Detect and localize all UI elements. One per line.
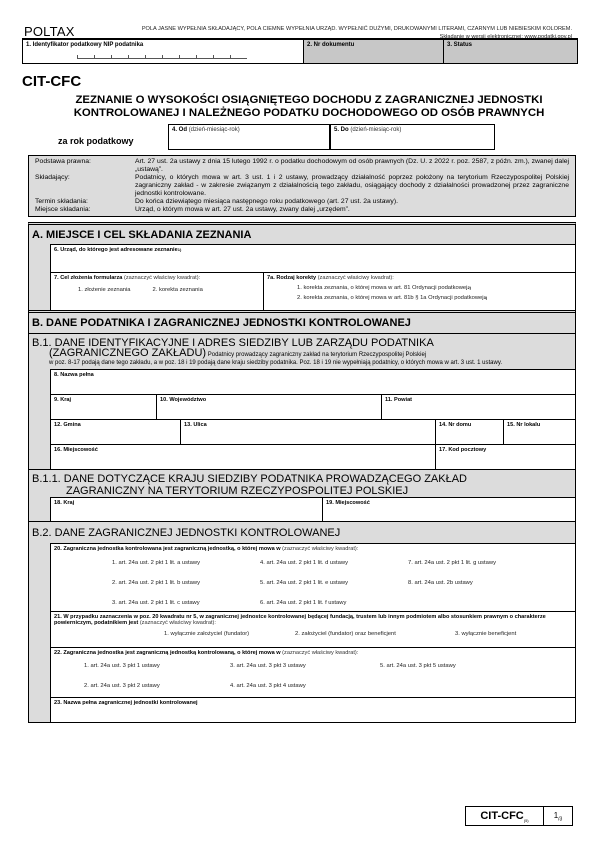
option-22-1[interactable]: 1. art. 24a ust. 3 pkt 1 ustawy	[84, 663, 160, 669]
period-to-hint: (dzień-miesiąc-rok)	[350, 127, 402, 133]
field-6-label: 6. Urząd, do którego jest adresowane zeznanie	[54, 247, 178, 253]
field-23-label: 23. Nazwa pełna zagranicznej jednostki kontrolowanej	[54, 700, 198, 706]
field-20-label: 20. Zagraniczna jednostka kontrolowana jest zagraniczną jednostką, o której mowa w	[54, 546, 281, 552]
place-value: Urząd, o którym mowa w art. 27 ust. 2a ustawy, zwany dalej „urzędem”.	[135, 206, 350, 213]
option-22-5[interactable]: 5. art. 24a ust. 3 pkt 5 ustawy	[380, 663, 456, 669]
option-20-3[interactable]: 3. art. 24a ust. 2 pkt 1 lit. c ustawy	[112, 600, 200, 606]
b11-row	[51, 497, 575, 521]
field-10-label: 10. Województwo	[160, 397, 207, 403]
field-7a-options	[267, 281, 572, 303]
section-b1-description	[29, 349, 575, 369]
document-number-field	[304, 40, 444, 63]
footer-form-code	[466, 807, 544, 825]
field-11-label: 11. Powiat	[385, 397, 413, 403]
legal-info	[28, 155, 576, 217]
section-b1-heading: B.1. DANE IDENTYFIKACYJNE I ADRES SIEDZIBY LUB ZARZĄDU PODATNIKA	[32, 337, 434, 349]
form-code: CIT-CFC	[22, 73, 82, 90]
field-23-cfc-name[interactable]	[51, 697, 575, 722]
footnote-2: 2)	[467, 285, 472, 290]
option-20-2[interactable]: 2. art. 24a ust. 2 pkt 1 lit. b ustawy	[112, 580, 200, 586]
field-12-commune[interactable]	[51, 420, 181, 444]
section-b11-heading	[29, 469, 575, 497]
field-19-label: 19. Miejscowość	[326, 500, 370, 506]
field-8-full-name[interactable]	[51, 369, 575, 394]
filer-key: Składający:	[35, 174, 70, 181]
field-17-label: 17. Kod pocztowy	[439, 447, 487, 453]
section-b1-fields	[50, 369, 575, 469]
field-20-hint: (zaznaczyć właściwy kwadrat):	[282, 546, 359, 552]
form-title	[44, 94, 574, 119]
filer-row	[35, 174, 569, 198]
section-b11-heading-line-2: ZAGRANICZNY NA TERYTORIUM RZECZYPOSPOLITEJ POLSKIEJ	[66, 485, 409, 497]
nip-digit-ticks	[77, 55, 247, 59]
section-b2-fields	[50, 543, 575, 722]
period-from-label: 4. Od	[172, 127, 188, 133]
address-row-3	[51, 444, 575, 469]
field-7-options	[54, 281, 260, 293]
nip-label: 1. Identyfikator podatkowy NIP podatnika	[26, 42, 144, 48]
option-correction-art81-label: 1. korekta zeznania, o której mowa w art. 81 Ordynacji podatkowej	[297, 285, 468, 291]
option-correction-art81[interactable]	[297, 283, 572, 293]
section-b11-heading-line-1: B.1.1. DANE DOTYCZĄCE KRAJU SIEDZIBY PODATNIKA PROWADZĄCEGO ZAKŁAD	[32, 473, 467, 485]
field-20-options	[54, 552, 572, 613]
field-16-city[interactable]	[51, 445, 436, 469]
field-18-label: 18. Kraj	[54, 500, 75, 506]
field-14-house-number[interactable]	[436, 420, 504, 444]
section-b2-heading: B.2. DANE ZAGRANICZNEJ JEDNOSTKI KONTROLOWANEJ	[29, 521, 575, 543]
footer-code-text: CIT-CFC	[480, 810, 524, 822]
document-number-label: 2. Nr dokumentu	[307, 42, 355, 48]
page-number	[544, 807, 572, 825]
option-correction[interactable]: 2. korekta zeznania	[152, 287, 203, 293]
field-17-postal-code[interactable]	[436, 445, 575, 469]
field-20-cfc-type	[51, 543, 575, 611]
option-21-3[interactable]: 3. wyłącznie beneficjent	[455, 631, 517, 637]
field-7a-correction-type	[264, 273, 575, 310]
field-9-country[interactable]	[51, 395, 157, 419]
section-b2	[29, 521, 575, 722]
field-22-hint: (zaznaczyć właściwy kwadrat):	[282, 650, 359, 656]
brand-poltax: POLTAX	[24, 24, 75, 39]
option-20-6[interactable]: 6. art. 24a ust. 2 pkt 1 lit. f ustawy	[260, 600, 347, 606]
field-6-footnote: 1)	[177, 247, 182, 252]
field-15-label: 15. Nr lokalu	[507, 422, 541, 428]
section-b11	[29, 469, 575, 521]
option-20-5[interactable]: 5. art. 24a ust. 2 pkt 1 lit. e ustawy	[260, 580, 348, 586]
page-current: 1	[553, 811, 559, 820]
field-6-tax-office[interactable]	[51, 244, 575, 272]
electronic-submission-link[interactable]: Składanie w wersji elektronicznej: www.podatki.gov.pl	[439, 34, 572, 40]
option-22-2[interactable]: 2. art. 24a ust. 3 pkt 2 ustawy	[84, 683, 160, 689]
option-20-4[interactable]: 4. art. 24a ust. 2 pkt 1 lit. d ustawy	[260, 560, 348, 566]
tax-year-label: za rok podatkowy	[58, 136, 134, 146]
field-7-label: 7. Cel złożenia formularza	[54, 275, 123, 281]
address-row-1	[51, 394, 575, 419]
period-from-hint: (dzień-miesiąc-rok)	[188, 127, 240, 133]
form-title-line-1: ZEZNANIE O WYSOKOŚCI OSIĄGNIĘTEGO DOCHODU Z ZAGRANICZNEJ JEDNOSTKI	[75, 94, 543, 106]
place-key: Miejsce składania:	[35, 206, 91, 213]
field-7a-label: 7a. Rodzaj korekty	[267, 275, 317, 281]
option-22-3[interactable]: 3. art. 24a ust. 3 pkt 3 ustawy	[230, 663, 306, 669]
main-form	[28, 222, 576, 723]
section-b1-desc-rest: w poz. 8-17 podają dane tego zakładu, a w poz. 18 i 19 podają dane kraju siedziby podatnika. Poz. 18 i 19 nie wypełniają podatnicy, o których mowa w art. 3 ust. 1 ustawy.	[49, 360, 503, 366]
option-20-8[interactable]: 8. art. 24a ust. 2b ustawy	[408, 580, 473, 586]
page-footer	[465, 806, 573, 826]
period-from-field[interactable]	[168, 124, 330, 150]
purpose-row	[51, 272, 575, 310]
period-to-label: 5. Do	[334, 127, 349, 133]
field-14-label: 14. Nr domu	[439, 422, 472, 428]
field-22-cfc-basis	[51, 647, 575, 697]
legal-basis-row	[35, 158, 569, 174]
option-21-1[interactable]: 1. wyłącznie założyciel (fundator)	[164, 631, 250, 637]
field-8-label: 8. Nazwa pełna	[54, 372, 94, 378]
field-22-options	[54, 656, 572, 696]
field-13-label: 13. Ulica	[184, 422, 207, 428]
deadline-value: Do końca dziewiątego miesiąca następnego roku podatkowego (art. 27 ust. 2a ustawy).	[135, 198, 398, 205]
field-19-city[interactable]	[323, 498, 575, 521]
field-21-label: 21. W przypadku zaznaczenia w poz. 20 kwadratu nr 5, w zagranicznej jednostce kontrolowanej będącej fundacją, trustem lub innym podmiotem albo stosunkiem prawnym o charakterze powierniczym, podatnikiem jest	[54, 614, 546, 626]
option-submission[interactable]: 1. złożenie zeznania	[78, 287, 131, 293]
section-b1-heading-cont: (ZAGRANICZNEGO ZAKŁADU)	[49, 347, 207, 359]
option-20-7[interactable]: 7. art. 24a ust. 2 pkt 1 lit. g ustawy	[408, 560, 496, 566]
filer-value: Podatnicy, o których mowa w art. 3 ust. 1 i 2 ustawy, prowadzący działalność poprzez położony na terytorium Rzeczypospolitej Polskiej zagraniczny zakład - w zakresie związanym z działalnością tego zakładu, osiągający dochody z działalności prowadzonej przez zagraniczne jednostki kontrolowane.	[135, 174, 569, 197]
nip-field[interactable]	[23, 40, 304, 63]
status-field	[444, 40, 577, 63]
field-18-country[interactable]	[51, 498, 323, 521]
option-22-4[interactable]: 4. art. 24a ust. 3 pkt 4 ustawy	[230, 683, 306, 689]
field-7-hint: (zaznaczyć właściwy kwadrat):	[123, 275, 201, 281]
field-22-label: 22. Zagraniczna jednostka jest zagraniczną jednostką kontrolowaną, o której mowa w	[54, 650, 281, 656]
section-b1	[29, 333, 575, 469]
field-7-purpose	[51, 273, 264, 310]
option-correction-art81b-label: 2. korekta zeznania, o której mowa w art. 81b § 1a Ordynacji podatkowej	[297, 295, 484, 301]
form-title-line-2: KONTROLOWANEJ I NALEŻNEGO PODATKU DOCHODOWEGO OD OSÓB PRAWNYCH	[73, 106, 545, 119]
instruction-text: POLA JASNE WYPEŁNIA SKŁADAJĄCY, POLA CIEMNE WYPEŁNIA URZĄD. WYPEŁNIĆ DUŻYMI, DRUKOWANYMI LITERAMI, CZARNYM LUB NIEBIESKIM KOLOREM.	[141, 26, 572, 32]
legal-basis-value: Art. 27 ust. 2a ustawy z dnia 15 lutego 1992 r. o podatku dochodowym od osób prawnych (Dz. U. z 2022 r. poz. 2587, z późn. zm.), zwanej dalej „ustawą”.	[135, 158, 569, 173]
place-row	[35, 206, 569, 214]
field-11-county[interactable]	[382, 395, 575, 419]
footnote-3: 3)	[483, 295, 488, 300]
field-7a-hint: (zaznaczyć właściwy kwadrat):	[317, 275, 394, 281]
legal-basis-key: Podstawa prawna:	[35, 158, 91, 165]
section-a-body	[50, 244, 575, 310]
field-16-label: 16. Miejscowość	[54, 447, 98, 453]
footer-version: (5)	[523, 818, 529, 824]
field-21-hint: (zaznaczyć właściwy kwadrat):	[139, 620, 216, 626]
field-21-taxpayer-type	[51, 611, 575, 647]
option-21-2[interactable]: 2. założyciel (fundator) oraz beneficjent	[295, 631, 396, 637]
field-12-label: 12. Gmina	[54, 422, 81, 428]
status-label: 3. Status	[447, 42, 473, 48]
deadline-row	[35, 198, 569, 206]
page-total: /3	[558, 816, 563, 823]
field-13-street[interactable]	[181, 420, 436, 444]
section-b11-fields	[50, 497, 575, 521]
field-15-apartment-number[interactable]	[504, 420, 575, 444]
option-correction-art81b[interactable]	[297, 293, 572, 303]
period-to-field[interactable]	[330, 124, 495, 150]
section-a-heading: A. MIEJSCE I CEL SKŁADANIA ZEZNANIA	[32, 229, 252, 241]
address-row-2	[51, 419, 575, 444]
field-10-voivodeship[interactable]	[157, 395, 382, 419]
section-b1-desc-inline: Podatnicy prowadzący zagraniczny zakład na terytorium Rzeczypospolitej Polskiej	[207, 352, 427, 358]
field-21-options	[54, 626, 572, 637]
deadline-key: Termin składania:	[35, 198, 88, 205]
field-9-label: 9. Kraj	[54, 397, 72, 403]
option-20-1[interactable]: 1. art. 24a ust. 2 pkt 1 lit. a ustawy	[112, 560, 200, 566]
section-b-heading: B. DANE PODATNIKA I ZAGRANICZNEJ JEDNOSTKI KONTROLOWANEJ	[32, 317, 411, 329]
identification-row	[22, 38, 578, 64]
